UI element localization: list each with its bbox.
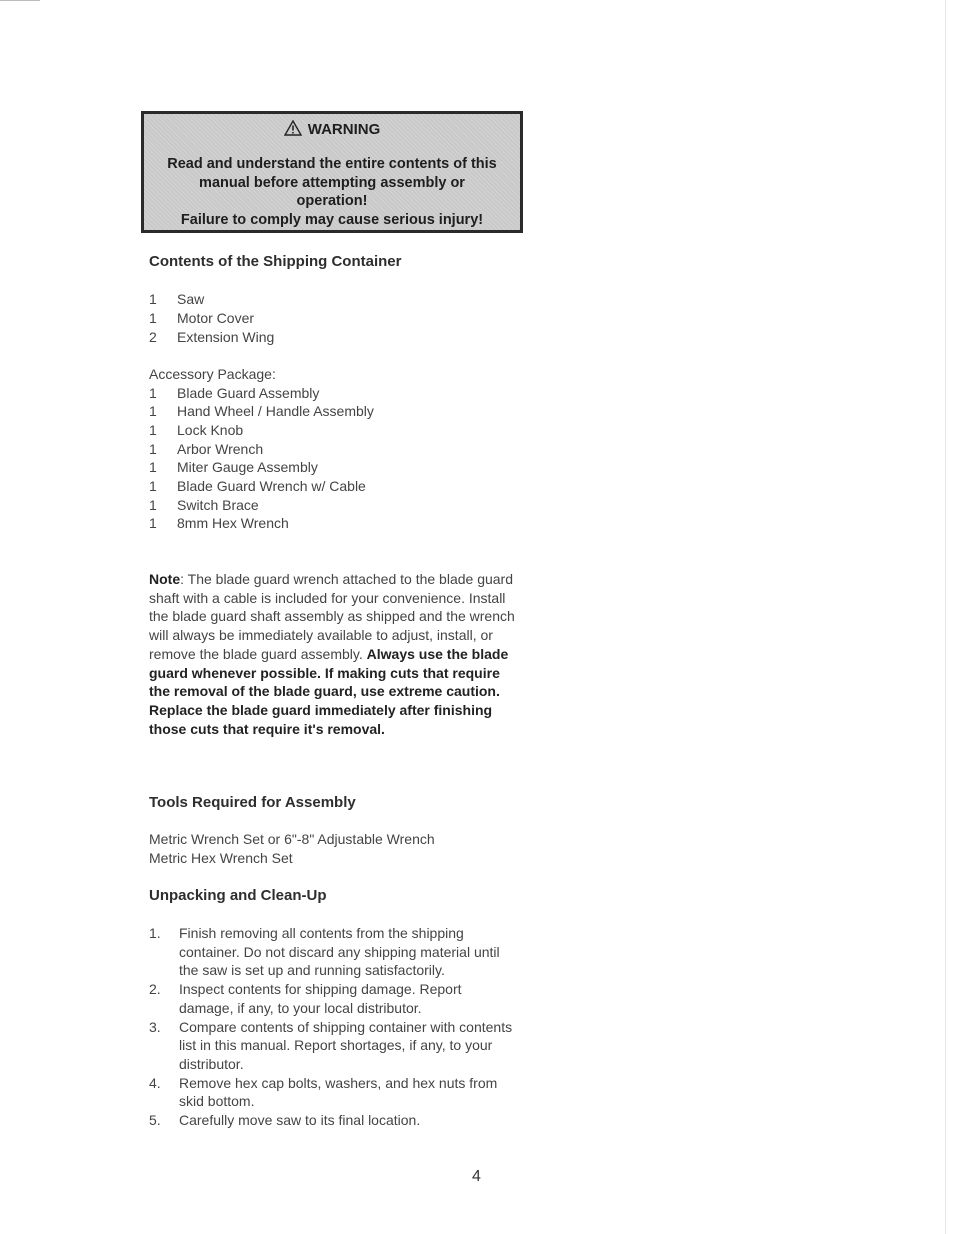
step-text: Finish removing all contents from the shipping container. Do not discard any shipping material until the saw is set up and running satisfactorily. xyxy=(179,925,500,979)
page-number: 4 xyxy=(472,1168,481,1185)
accessory-item xyxy=(149,514,289,533)
item-qty: 1 xyxy=(149,478,157,494)
contents-item xyxy=(149,309,254,328)
contents-item xyxy=(149,290,204,309)
item-qty: 1 xyxy=(149,385,157,401)
step-text: Compare contents of shipping container with contents list in this manual. Report shortages, if any, to your distributor. xyxy=(179,1018,513,1072)
warning-line: operation! xyxy=(296,193,368,209)
item-qty: 1 xyxy=(149,403,157,419)
item-name: Switch Brace xyxy=(177,497,259,513)
note-warning-text: Always use the blade guard whenever possible. If making cuts that require the removal of the blade guard, use extreme caution. Replace the blade guard immediately after finishing those cuts that require it's removal. xyxy=(149,645,509,737)
list-item xyxy=(149,1111,519,1130)
step-number: 2. xyxy=(149,981,161,998)
item-qty: 1 xyxy=(149,497,157,513)
accessory-item xyxy=(149,477,366,496)
accessory-label: Accessory Package: xyxy=(149,366,276,382)
warning-header xyxy=(144,119,520,141)
note-label: Note xyxy=(149,571,181,587)
warning-triangle-icon xyxy=(284,120,302,136)
item-name: Motor Cover xyxy=(177,310,255,326)
step-number: 3. xyxy=(149,1018,161,1035)
item-name: Arbor Wrench xyxy=(177,441,264,457)
warning-title: WARNING xyxy=(307,121,381,138)
item-name: Saw xyxy=(177,291,205,307)
warning-line: Failure to comply may cause serious injury! xyxy=(180,211,484,228)
accessory-item xyxy=(149,458,318,477)
item-name: Blade Guard Assembly xyxy=(177,385,320,401)
item-qty: 1 xyxy=(149,422,157,438)
step-number: 1. xyxy=(149,925,161,941)
scan-edge-mark xyxy=(0,0,40,1)
tools-line: Metric Hex Wrench Set xyxy=(149,850,293,866)
accessory-item xyxy=(149,440,263,459)
accessory-item xyxy=(149,421,243,440)
item-qty: 1 xyxy=(149,459,157,475)
item-qty: 1 xyxy=(149,291,157,307)
warning-line: Read and understand the entire contents of this xyxy=(167,156,497,172)
item-qty: 1 xyxy=(149,310,157,326)
item-qty: 1 xyxy=(149,441,157,457)
item-name: 8mm Hex Wrench xyxy=(177,515,289,531)
step-number: 5. xyxy=(149,1112,161,1129)
accessory-item xyxy=(149,402,374,421)
step-text: Carefully move saw to its final location. xyxy=(179,1112,421,1129)
item-name: Extension Wing xyxy=(177,329,275,345)
warning-box xyxy=(141,111,523,233)
contents-heading: Contents of the Shipping Container xyxy=(149,253,402,270)
warning-text xyxy=(144,155,520,229)
note-paragraph xyxy=(149,570,521,738)
item-name: Lock Knob xyxy=(177,422,244,438)
step-text: Remove hex cap bolts, washers, and hex nuts from skid bottom. xyxy=(179,1074,498,1110)
item-qty: 2 xyxy=(149,329,157,345)
list-item xyxy=(149,924,519,980)
contents-item xyxy=(149,328,274,347)
item-qty: 1 xyxy=(149,515,157,531)
item-name: Blade Guard Wrench w/ Cable xyxy=(177,478,366,494)
list-item xyxy=(149,980,519,1017)
step-text: Inspect contents for shipping damage. Report damage, if any, to your local distributor. xyxy=(179,981,462,1016)
unpacking-steps xyxy=(149,924,519,1130)
accessory-item xyxy=(149,384,319,403)
item-name: Miter Gauge Assembly xyxy=(177,459,318,475)
list-item xyxy=(149,1074,519,1111)
warning-line: manual before attempting assembly or xyxy=(199,174,465,191)
item-name: Hand Wheel / Handle Assembly xyxy=(177,403,374,419)
scan-edge-shadow xyxy=(945,0,946,1234)
list-item xyxy=(149,1018,519,1074)
note-text: : The blade guard wrench attached to the blade guard shaft with a cable is included for your convenience. Install the blade guard shaft assembly as shipped and the wrench will always be immediately available to adjust, install, or remove the blade guard assembly. xyxy=(149,571,515,662)
step-number: 4. xyxy=(149,1074,161,1091)
tools-line: Metric Wrench Set or 6"-8" Adjustable Wrench xyxy=(149,831,435,847)
unpacking-heading: Unpacking and Clean-Up xyxy=(149,887,327,904)
tools-heading: Tools Required for Assembly xyxy=(149,794,356,811)
accessory-item xyxy=(149,496,259,515)
